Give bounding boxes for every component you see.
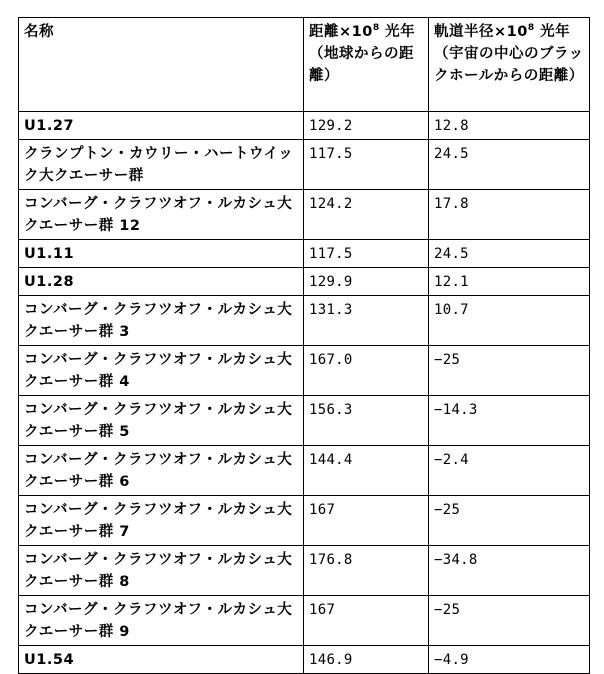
cell-name: コンバーグ・クラフツオフ・ルカシュ大クエーサー群 12 bbox=[19, 190, 304, 240]
table-row bbox=[19, 646, 590, 674]
cell-name: コンバーグ・クラフツオフ・ルカシュ大クエーサー群 8 bbox=[19, 546, 304, 596]
table-row bbox=[19, 268, 590, 296]
cell-distance: 144.4 bbox=[304, 446, 429, 496]
table-row bbox=[19, 596, 590, 646]
cell-radius: −25 bbox=[429, 346, 590, 396]
cell-radius: −4.9 bbox=[429, 646, 590, 674]
header-name bbox=[19, 18, 304, 112]
header-distance-suffix: 光年（地球からの距離） bbox=[309, 24, 416, 84]
table-row bbox=[19, 396, 590, 446]
cell-distance: 129.2 bbox=[304, 112, 429, 140]
cell-name: コンバーグ・クラフツオフ・ルカシュ大クエーサー群 7 bbox=[19, 496, 304, 546]
header-distance bbox=[304, 18, 429, 112]
cell-name: コンバーグ・クラフツオフ・ルカシュ大クエーサー群 5 bbox=[19, 396, 304, 446]
table-row bbox=[19, 546, 590, 596]
table-row bbox=[19, 496, 590, 546]
cell-distance: 124.2 bbox=[304, 190, 429, 240]
cell-radius: −2.4 bbox=[429, 446, 590, 496]
cell-radius: −25 bbox=[429, 496, 590, 546]
cell-radius: 12.1 bbox=[429, 268, 590, 296]
cell-name: コンバーグ・クラフツオフ・ルカシュ大クエーサー群 4 bbox=[19, 346, 304, 396]
cell-radius: −34.8 bbox=[429, 546, 590, 596]
cell-name: U1.54 bbox=[19, 646, 304, 674]
table-row bbox=[19, 190, 590, 240]
cell-radius: −14.3 bbox=[429, 396, 590, 446]
cell-distance: 117.5 bbox=[304, 240, 429, 268]
header-radius-prefix: 軌道半径×10 bbox=[434, 24, 528, 40]
header-radius-suffix: 光年（宇宙の中心のブラックホールからの距離） bbox=[434, 24, 584, 84]
cell-distance: 167 bbox=[304, 596, 429, 646]
cell-name: U1.27 bbox=[19, 112, 304, 140]
cell-distance: 156.3 bbox=[304, 396, 429, 446]
cell-name: コンバーグ・クラフツオフ・ルカシュ大クエーサー群 9 bbox=[19, 596, 304, 646]
cell-radius: 10.7 bbox=[429, 296, 590, 346]
cell-radius: 24.5 bbox=[429, 240, 590, 268]
header-distance-exp: 8 bbox=[372, 23, 380, 33]
cell-name: クランプトン・カウリー・ハートウイック大クエーサー群 bbox=[19, 140, 304, 190]
table-body bbox=[19, 18, 590, 674]
table-row bbox=[19, 140, 590, 190]
header-name-text: 名称 bbox=[24, 24, 54, 40]
quasar-group-table bbox=[18, 17, 590, 674]
table-row bbox=[19, 112, 590, 140]
header-radius bbox=[429, 18, 590, 112]
table-header-row bbox=[19, 18, 590, 112]
table-row bbox=[19, 446, 590, 496]
header-distance-prefix: 距離×10 bbox=[309, 24, 373, 40]
cell-distance: 176.8 bbox=[304, 546, 429, 596]
cell-name: コンバーグ・クラフツオフ・ルカシュ大クエーサー群 6 bbox=[19, 446, 304, 496]
cell-distance: 167.0 bbox=[304, 346, 429, 396]
header-radius-exp: 8 bbox=[527, 23, 535, 33]
cell-distance: 117.5 bbox=[304, 140, 429, 190]
cell-distance: 131.3 bbox=[304, 296, 429, 346]
cell-distance: 167 bbox=[304, 496, 429, 546]
cell-name: U1.28 bbox=[19, 268, 304, 296]
cell-distance: 129.9 bbox=[304, 268, 429, 296]
cell-radius: −25 bbox=[429, 596, 590, 646]
table-row bbox=[19, 240, 590, 268]
cell-radius: 12.8 bbox=[429, 112, 590, 140]
cell-radius: 24.5 bbox=[429, 140, 590, 190]
cell-distance: 146.9 bbox=[304, 646, 429, 674]
cell-radius: 17.8 bbox=[429, 190, 590, 240]
table-row bbox=[19, 296, 590, 346]
cell-name: U1.11 bbox=[19, 240, 304, 268]
table-row bbox=[19, 346, 590, 396]
cell-name: コンバーグ・クラフツオフ・ルカシュ大クエーサー群 3 bbox=[19, 296, 304, 346]
